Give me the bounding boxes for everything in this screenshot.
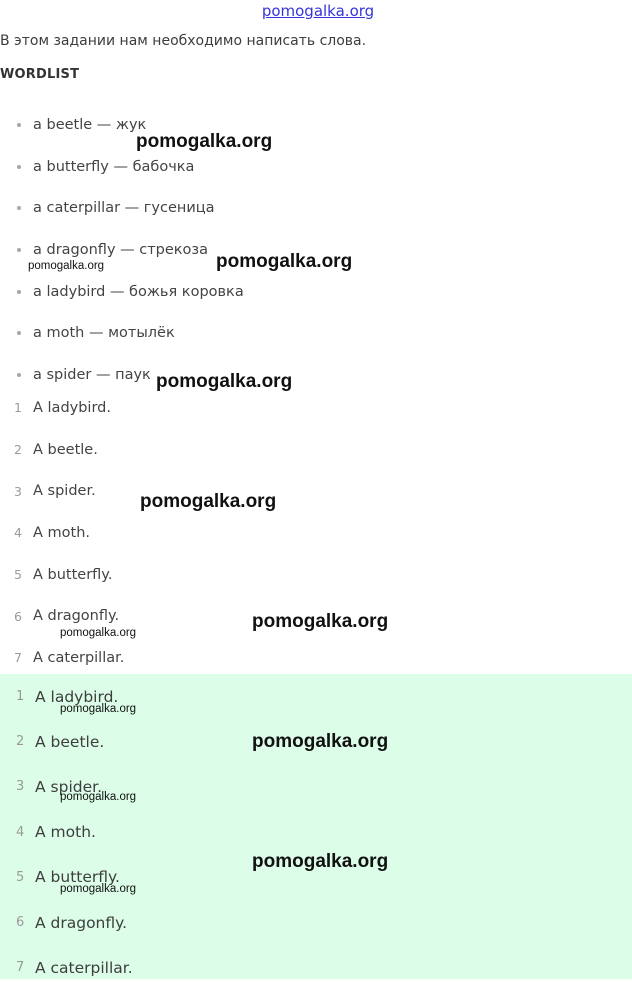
item-text: A spider.: [33, 483, 96, 500]
watermark: pomogalka.org: [216, 251, 353, 272]
item-number: 2: [14, 442, 22, 458]
answer-number: 2: [16, 734, 25, 750]
item-text: A butterfly.: [33, 566, 113, 583]
answer-text: A caterpillar.: [35, 958, 133, 977]
item-number: 1: [14, 400, 22, 416]
answer-number: 5: [16, 869, 25, 885]
bullet-icon: [17, 331, 21, 335]
wordlist-item-text: a spider — паук: [33, 366, 151, 383]
answer-text: A butterfly.: [35, 868, 120, 887]
answer-text: A ladybird.: [35, 687, 119, 706]
answer-text: A dragonfly.: [35, 913, 128, 932]
answer-box: [0, 674, 632, 979]
watermark: pomogalka.org: [60, 703, 137, 715]
answer-text: A moth.: [35, 823, 96, 842]
wordlist-item-text: a moth — мотылёк: [33, 325, 175, 342]
answer-text: A beetle.: [35, 732, 105, 751]
answer-number: 6: [16, 915, 25, 931]
answer-text: A spider.: [35, 777, 103, 796]
wordlist-item-text: a butterfly — бабочка: [33, 158, 195, 175]
watermark: pomogalka.org: [136, 131, 273, 152]
item-text: A moth.: [33, 524, 91, 541]
item-text: A beetle.: [33, 441, 98, 458]
item-number: 5: [14, 567, 22, 583]
watermark: pomogalka.org: [252, 851, 389, 872]
bullet-icon: [17, 123, 21, 127]
watermark: pomogalka.org: [252, 731, 389, 752]
watermark: pomogalka.org: [156, 371, 293, 392]
wordlist-item-text: a dragonfly — стрекоза: [33, 241, 209, 258]
intro-text: В этом задании нам необходимо написать слова.: [0, 33, 367, 49]
wordlist-item-text: a caterpillar — гусеница: [33, 200, 215, 217]
bullet-icon: [17, 290, 21, 294]
watermark: pomogalka.org: [60, 627, 137, 639]
watermark: pomogalka.org: [140, 491, 277, 512]
bullet-icon: [17, 248, 21, 252]
answer-number: 1: [16, 689, 25, 705]
item-number: 7: [14, 650, 22, 666]
item-text: A ladybird.: [33, 399, 111, 416]
answer-number: 7: [16, 960, 25, 976]
watermark: pomogalka.org: [28, 260, 105, 272]
bullet-icon: [17, 165, 21, 169]
watermark: pomogalka.org: [60, 883, 137, 895]
item-number: 6: [14, 608, 22, 624]
answer-number: 3: [16, 779, 25, 795]
wordlist-item-text: a ladybird — божья коровка: [33, 283, 244, 300]
site-header-link[interactable]: pomogalka.org: [261, 2, 375, 20]
item-text: A dragonfly.: [33, 608, 120, 625]
item-number: 4: [14, 525, 22, 541]
wordlist-item-text: a beetle — жук: [33, 116, 147, 133]
item-number: 3: [14, 483, 22, 499]
watermark: pomogalka.org: [252, 611, 389, 632]
bullet-icon: [17, 206, 21, 210]
item-text: A caterpillar.: [33, 649, 125, 666]
answer-number: 4: [16, 824, 25, 840]
bullet-icon: [17, 373, 21, 377]
wordlist-title: WORDLIST: [0, 67, 80, 82]
watermark: pomogalka.org: [60, 791, 137, 803]
